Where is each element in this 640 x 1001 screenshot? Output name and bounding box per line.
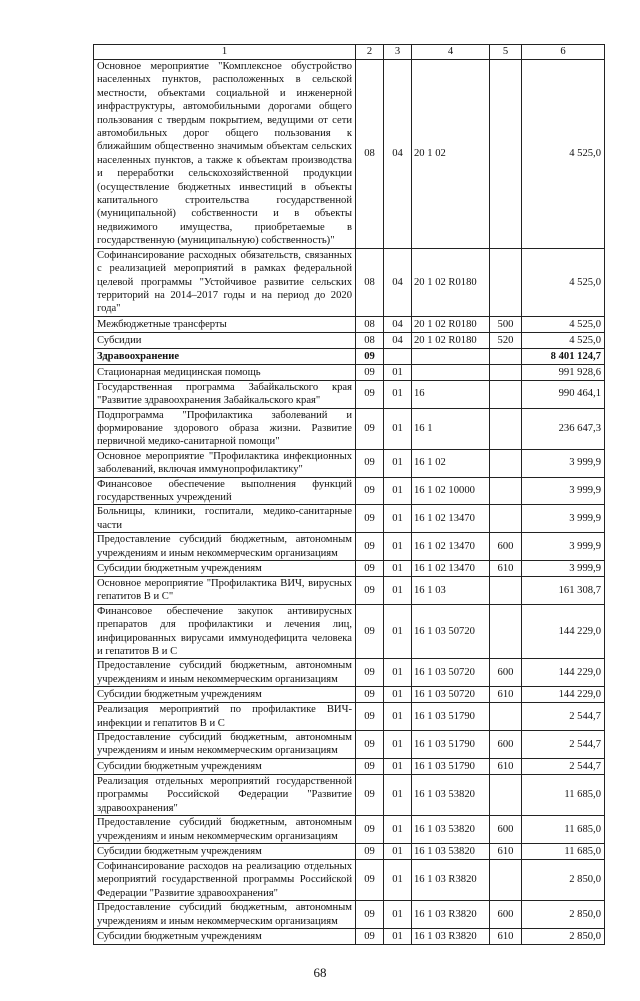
amount-cell: 990 464,1 [522,380,605,408]
section-code-cell: 08 [356,60,384,249]
expense-type-code-cell [490,364,522,380]
amount-cell: 11 685,0 [522,816,605,844]
target-article-code-cell: 16 1 03 50720 [412,604,490,659]
section-code-cell: 09 [356,348,384,364]
item-name-cell: Субсидии бюджетным учреждениям [94,687,356,703]
amount-cell: 2 850,0 [522,859,605,900]
target-article-code-cell: 16 1 02 13470 [412,505,490,533]
section-code-cell: 09 [356,859,384,900]
section-code-cell: 09 [356,561,384,577]
amount-cell: 161 308,7 [522,577,605,605]
target-article-code-cell: 16 1 02 10000 [412,477,490,505]
section-code-cell: 09 [356,816,384,844]
target-article-code-cell: 16 1 03 53820 [412,774,490,815]
table-body [94,45,605,945]
item-name-cell: Подпрограмма "Профилактика заболеваний и формирование здорового образа жизни. Развитие первичной медико-санитарной помощи" [94,408,356,449]
target-article-code-cell: 20 1 02 [412,60,490,249]
table-row [94,248,605,316]
expense-type-code-cell: 610 [490,687,522,703]
item-name-cell: Софинансирование расходов на реализацию отдельных мероприятий государственной программы Российской Федерации "Развитие здравоохранения" [94,859,356,900]
item-name-cell: Субсидии бюджетным учреждениям [94,561,356,577]
subsection-code-cell: 01 [384,731,412,759]
expense-type-code-cell [490,348,522,364]
amount-cell: 3 999,9 [522,505,605,533]
section-code-cell: 09 [356,577,384,605]
subsection-code-cell: 01 [384,477,412,505]
section-code-cell: 09 [356,380,384,408]
item-name-cell: Государственная программа Забайкальского края "Развитие здравоохранения Забайкальского края" [94,380,356,408]
target-article-code-cell: 20 1 02 R0180 [412,316,490,332]
subsection-code-cell: 01 [384,859,412,900]
amount-cell: 3 999,9 [522,561,605,577]
amount-cell: 4 525,0 [522,248,605,316]
target-article-code-cell: 16 1 03 [412,577,490,605]
item-name-cell: Субсидии [94,332,356,348]
target-article-code-cell: 20 1 02 R0180 [412,332,490,348]
section-code-cell: 08 [356,316,384,332]
amount-cell: 8 401 124,7 [522,348,605,364]
section-code-cell: 09 [356,703,384,731]
section-code-cell: 09 [356,901,384,929]
subsection-code-cell: 01 [384,703,412,731]
section-code-cell: 09 [356,364,384,380]
column-header: 6 [522,45,605,60]
expense-type-code-cell: 520 [490,332,522,348]
table-row [94,687,605,703]
table-row [94,332,605,348]
item-name-cell: Финансовое обеспечение закупок антивирусных препаратов для профилактики и лечения лиц, инфицированных вирусами иммунодефицита человека и гепатитов В и С [94,604,356,659]
amount-cell: 11 685,0 [522,843,605,859]
table-header-row [94,45,605,60]
item-name-cell: Предоставление субсидий бюджетным, автономным учреждениям и иным некоммерческим организациям [94,816,356,844]
expense-type-code-cell: 610 [490,561,522,577]
subsection-code-cell: 01 [384,577,412,605]
target-article-code-cell: 16 1 03 51790 [412,758,490,774]
table-row [94,577,605,605]
target-article-code-cell: 16 1 03 53820 [412,816,490,844]
expense-type-code-cell [490,449,522,477]
column-header: 1 [94,45,356,60]
expense-type-code-cell: 610 [490,928,522,944]
section-code-cell: 09 [356,533,384,561]
table-row [94,561,605,577]
section-code-cell: 09 [356,505,384,533]
target-article-code-cell: 16 1 03 51790 [412,731,490,759]
section-code-cell: 09 [356,731,384,759]
amount-cell: 991 928,6 [522,364,605,380]
target-article-code-cell: 16 1 03 50720 [412,687,490,703]
subsection-code-cell [384,348,412,364]
expense-type-code-cell: 600 [490,659,522,687]
expense-type-code-cell [490,477,522,505]
item-name-cell: Субсидии бюджетным учреждениям [94,758,356,774]
expense-type-code-cell [490,248,522,316]
target-article-code-cell: 16 1 03 R3820 [412,859,490,900]
table-row [94,533,605,561]
item-name-cell: Здравоохранение [94,348,356,364]
subsection-code-cell: 01 [384,505,412,533]
subsection-code-cell: 01 [384,816,412,844]
subsection-code-cell: 01 [384,687,412,703]
section-code-cell: 09 [356,774,384,815]
subsection-code-cell: 01 [384,659,412,687]
amount-cell: 11 685,0 [522,774,605,815]
table-row [94,731,605,759]
table-row [94,449,605,477]
expense-type-code-cell [490,859,522,900]
item-name-cell: Реализация мероприятий по профилактике ВИЧ-инфекции и гепатитов В и С [94,703,356,731]
table-row [94,505,605,533]
section-code-cell: 08 [356,248,384,316]
expense-type-code-cell: 600 [490,816,522,844]
section-code-cell: 09 [356,659,384,687]
amount-cell: 4 525,0 [522,316,605,332]
expense-type-code-cell: 610 [490,758,522,774]
column-header: 5 [490,45,522,60]
expense-type-code-cell [490,703,522,731]
section-code-cell: 09 [356,477,384,505]
expense-type-code-cell: 600 [490,731,522,759]
table-row [94,659,605,687]
expense-type-code-cell: 500 [490,316,522,332]
amount-cell: 144 229,0 [522,604,605,659]
column-header: 2 [356,45,384,60]
subsection-code-cell: 01 [384,364,412,380]
expense-type-code-cell [490,577,522,605]
section-code-cell: 09 [356,449,384,477]
target-article-code-cell: 16 1 03 50720 [412,659,490,687]
subsection-code-cell: 01 [384,449,412,477]
table-row [94,348,605,364]
table-row [94,816,605,844]
section-code-cell: 09 [356,843,384,859]
item-name-cell: Предоставление субсидий бюджетным, автономным учреждениям и иным некоммерческим организациям [94,659,356,687]
section-code-cell: 09 [356,928,384,944]
item-name-cell: Реализация отдельных мероприятий государственной программы Российской Федерации "Развитие здравоохранения" [94,774,356,815]
amount-cell: 2 544,7 [522,758,605,774]
amount-cell: 4 525,0 [522,332,605,348]
target-article-code-cell: 16 1 02 [412,449,490,477]
target-article-code-cell: 16 1 03 51790 [412,703,490,731]
subsection-code-cell: 04 [384,316,412,332]
table-row [94,604,605,659]
table-row [94,364,605,380]
section-code-cell: 09 [356,758,384,774]
item-name-cell: Субсидии бюджетным учреждениям [94,928,356,944]
amount-cell: 144 229,0 [522,659,605,687]
amount-cell: 2 850,0 [522,901,605,929]
amount-cell: 4 525,0 [522,60,605,249]
item-name-cell: Предоставление субсидий бюджетным, автономным учреждениям и иным некоммерческим организациям [94,533,356,561]
target-article-code-cell: 16 1 03 R3820 [412,928,490,944]
target-article-code-cell [412,348,490,364]
target-article-code-cell: 16 [412,380,490,408]
target-article-code-cell [412,364,490,380]
target-article-code-cell: 20 1 02 R0180 [412,248,490,316]
expense-type-code-cell [490,60,522,249]
amount-cell: 3 999,9 [522,477,605,505]
expense-type-code-cell: 610 [490,843,522,859]
target-article-code-cell: 16 1 03 53820 [412,843,490,859]
expense-type-code-cell [490,408,522,449]
section-code-cell: 09 [356,687,384,703]
subsection-code-cell: 04 [384,60,412,249]
subsection-code-cell: 01 [384,901,412,929]
table-row [94,703,605,731]
item-name-cell: Субсидии бюджетным учреждениям [94,843,356,859]
subsection-code-cell: 01 [384,561,412,577]
item-name-cell: Основное мероприятие "Профилактика инфекционных заболеваний, включая иммунопрофилактику" [94,449,356,477]
table-row [94,859,605,900]
table-row [94,477,605,505]
section-code-cell: 09 [356,408,384,449]
amount-cell: 2 850,0 [522,928,605,944]
item-name-cell: Больницы, клиники, госпитали, медико-санитарные части [94,505,356,533]
table-row [94,408,605,449]
subsection-code-cell: 01 [384,758,412,774]
amount-cell: 3 999,9 [522,449,605,477]
item-name-cell: Софинансирование расходных обязательств, связанных с реализацией мероприятий в рамках федеральной целевой программы "Устойчивое развитие сельских территорий на 2014–2017 годы и на период до 2020 года" [94,248,356,316]
column-header: 3 [384,45,412,60]
target-article-code-cell: 16 1 02 13470 [412,561,490,577]
page-number: 68 [313,964,327,980]
expense-type-code-cell [490,604,522,659]
amount-cell: 2 544,7 [522,731,605,759]
subsection-code-cell: 01 [384,533,412,561]
expense-type-code-cell [490,774,522,815]
item-name-cell: Предоставление субсидий бюджетным, автономным учреждениям и иным некоммерческим организациям [94,901,356,929]
target-article-code-cell: 16 1 03 R3820 [412,901,490,929]
table-row [94,316,605,332]
table-row [94,60,605,249]
amount-cell: 236 647,3 [522,408,605,449]
expense-type-code-cell [490,505,522,533]
table-row [94,843,605,859]
item-name-cell: Основное мероприятие "Комплексное обустройство населенных пунктов, расположенных в сельской местности, объектами социальной и инженерной инфраструктуры, автомобильными дорогами общего пользования с твердым покрытием, ведущими от сети автомобильных дорог общего пользования к ближайшим общественно значимым объектам сельских населенных пунктов, а также к объектам производства и переработки сельскохозяйственной продукции (осуществление бюджетных инвестиций в объекты капитального строительства государственной (муниципальной) собственности и в объекты недвижимого имущества, приобретаемые в государственную (муниципальную) собственность)" [94,60,356,249]
subsection-code-cell: 04 [384,248,412,316]
target-article-code-cell: 16 1 02 13470 [412,533,490,561]
amount-cell: 3 999,9 [522,533,605,561]
table-row [94,758,605,774]
subsection-code-cell: 01 [384,843,412,859]
expense-type-code-cell [490,380,522,408]
item-name-cell: Предоставление субсидий бюджетным, автономным учреждениям и иным некоммерческим организациям [94,731,356,759]
item-name-cell: Основное мероприятие "Профилактика ВИЧ, вирусных гепатитов В и С" [94,577,356,605]
subsection-code-cell: 01 [384,774,412,815]
item-name-cell: Финансовое обеспечение выполнения функций государственных учреждений [94,477,356,505]
amount-cell: 2 544,7 [522,703,605,731]
section-code-cell: 08 [356,332,384,348]
subsection-code-cell: 04 [384,332,412,348]
subsection-code-cell: 01 [384,928,412,944]
budget-table [93,44,605,945]
amount-cell: 144 229,0 [522,687,605,703]
subsection-code-cell: 01 [384,380,412,408]
expense-type-code-cell: 600 [490,901,522,929]
section-code-cell: 09 [356,604,384,659]
column-header: 4 [412,45,490,60]
item-name-cell: Стационарная медицинская помощь [94,364,356,380]
table-row [94,774,605,815]
subsection-code-cell: 01 [384,408,412,449]
expense-type-code-cell: 600 [490,533,522,561]
table-row [94,380,605,408]
table-row [94,928,605,944]
item-name-cell: Межбюджетные трансферты [94,316,356,332]
target-article-code-cell: 16 1 [412,408,490,449]
subsection-code-cell: 01 [384,604,412,659]
